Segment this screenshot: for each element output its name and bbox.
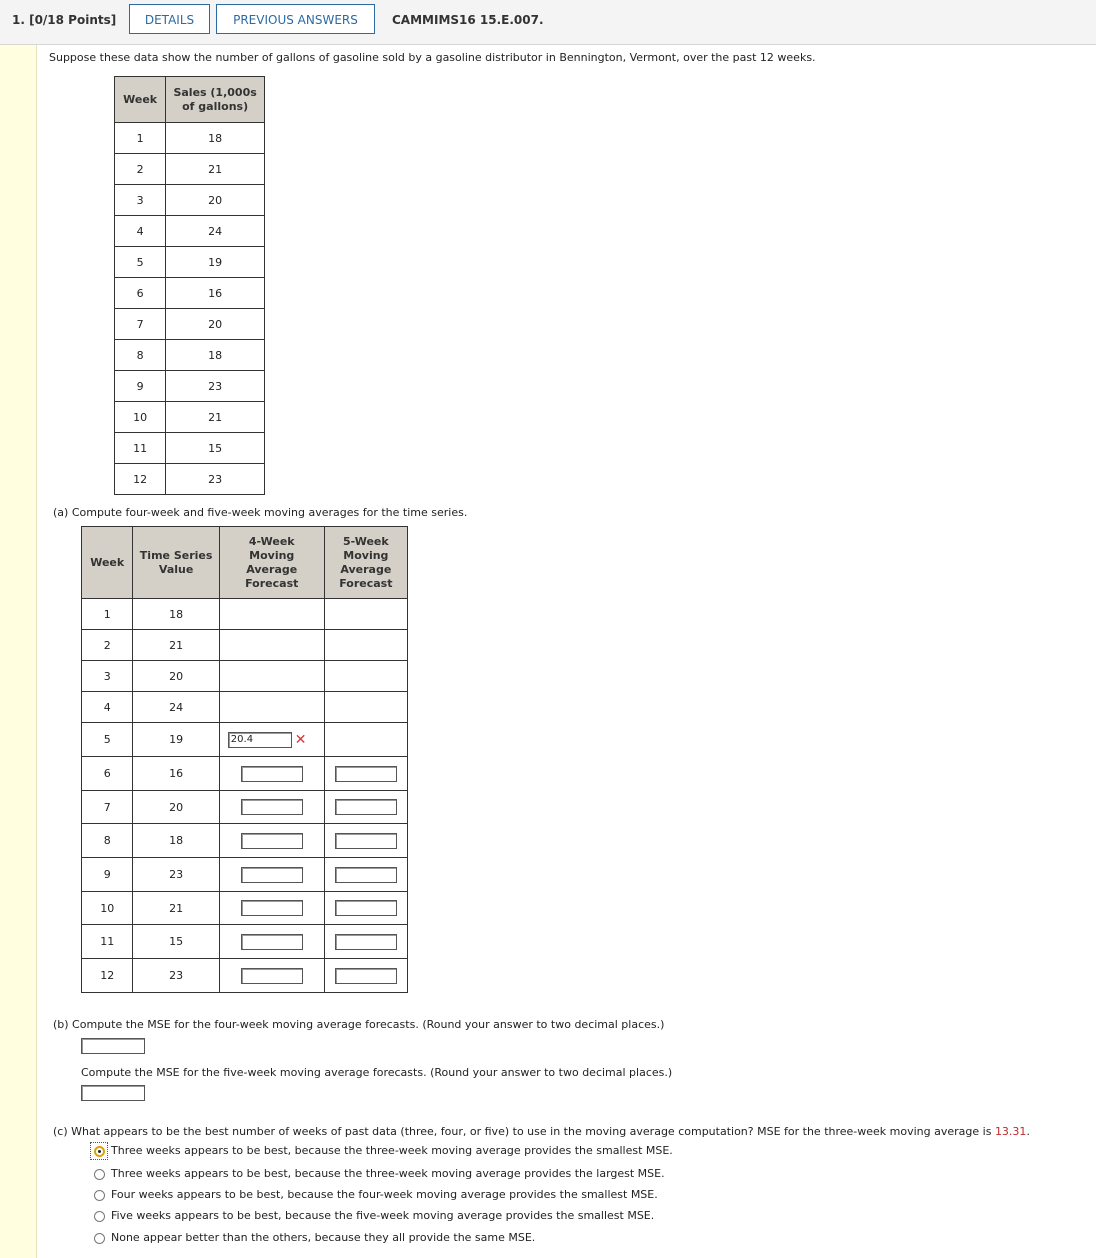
sales-table-sales-header [166,77,265,123]
forecast-5wk-input[interactable] [335,934,397,950]
points-label: 1. [0/18 Points] [12,13,117,27]
sales-table-row [115,433,265,464]
ma-5wk-header-line: Average [340,562,392,576]
ma-table-row [82,757,408,791]
ma-value-cell: 20 [133,661,219,692]
answer-option[interactable] [93,1188,733,1202]
answer-option[interactable] [93,1209,733,1223]
ma-value-cell: 16 [133,757,219,791]
ma-value-cell: 19 [133,723,219,757]
ma-4wk-cell [219,661,324,692]
ma-5wk-cell [324,723,407,757]
sales-value-cell: 16 [166,278,265,309]
sales-week-cell: 3 [115,185,166,216]
sales-table-row [115,278,265,309]
ma-4wk-header-line: Moving [249,548,295,562]
ma-value-cell: 18 [133,599,219,630]
three-week-mse-value: 13.31 [994,1125,1027,1138]
ma-4wk-header [219,527,324,599]
ma-week-cell: 1 [82,599,133,630]
radio-button[interactable] [94,1146,105,1157]
sales-value-cell: 23 [166,464,265,495]
ma-5wk-cell [324,630,407,661]
ma-5wk-cell [324,661,407,692]
forecast-5wk-input[interactable] [335,766,397,782]
part-c-prompt-end: . [1026,1125,1030,1138]
answer-status-bar [0,45,37,1258]
ma-table-row [82,661,408,692]
sales-week-cell: 11 [115,433,166,464]
ma-table-row [82,824,408,858]
ma-5wk-header-line: Moving [343,548,389,562]
ma-table-row [82,925,408,959]
sales-table-row [115,464,265,495]
ma-4wk-cell [219,723,324,757]
ma-value-header-line2: Value [158,562,194,576]
ma-table-row [82,692,408,723]
part-b-prompt: (b) Compute the MSE for the four-week moving average forecasts. (Round your answer to two decimal places.) [53,1018,665,1031]
ma-week-cell: 12 [82,959,133,993]
sales-table-row [115,216,265,247]
sales-week-cell: 12 [115,464,166,495]
details-button[interactable]: DETAILS [129,4,210,34]
radio-button[interactable] [94,1211,105,1222]
sales-value-cell: 18 [166,340,265,371]
sales-value-cell: 21 [166,154,265,185]
sales-week-cell: 5 [115,247,166,278]
question-header [0,0,1096,45]
radio-button[interactable] [94,1233,105,1244]
incorrect-icon: ✕ [294,731,307,748]
ma-week-cell: 8 [82,824,133,858]
ma-4wk-header-line: Average [246,562,298,576]
mse-5wk-input[interactable] [81,1085,145,1101]
ma-table-row [82,723,408,757]
ma-value-header [133,527,219,599]
ma-4wk-cell [219,630,324,661]
sales-value-cell: 18 [166,123,265,154]
forecast-4wk-input[interactable] [241,833,303,849]
forecast-4wk-input[interactable] [241,867,303,883]
forecast-5wk-input[interactable] [335,867,397,883]
ma-4wk-cell [219,858,324,892]
ma-4wk-cell [219,757,324,791]
radio-button[interactable] [94,1190,105,1201]
ma-5wk-cell [324,959,407,993]
forecast-5wk-input[interactable] [335,900,397,916]
forecast-4wk-input[interactable]: 20.4 [228,732,292,748]
sales-week-cell: 9 [115,371,166,402]
ma-4wk-cell [219,692,324,723]
sales-week-cell: 4 [115,216,166,247]
ma-5wk-cell [324,757,407,791]
ma-value-cell: 24 [133,692,219,723]
ma-week-header: Week [82,527,133,599]
forecast-4wk-input[interactable] [241,799,303,815]
ma-week-cell: 11 [82,925,133,959]
sales-value-cell: 23 [166,371,265,402]
ma-value-cell: 21 [133,630,219,661]
sales-week-cell: 1 [115,123,166,154]
sales-table [114,76,265,495]
ma-4wk-header-line: 4-Week [248,534,295,548]
answer-option-label: Three weeks appears to be best, because the three-week moving average provides the largest MSE. [111,1167,665,1180]
ma-value-cell: 20 [133,791,219,824]
ma-5wk-header-line: 5-Week [342,534,389,548]
sales-table-row [115,185,265,216]
forecast-5wk-input[interactable] [335,968,397,984]
ma-value-cell: 18 [133,824,219,858]
forecast-5wk-input[interactable] [335,799,397,815]
ma-4wk-cell [219,791,324,824]
ma-week-cell: 9 [82,858,133,892]
mse-4wk-input[interactable] [81,1038,145,1054]
sales-week-cell: 8 [115,340,166,371]
ma-4wk-header-line: Forecast [245,576,299,590]
ma-week-cell: 6 [82,757,133,791]
ma-5wk-header-line: Forecast [339,576,393,590]
sales-table-row [115,123,265,154]
ma-value-cell: 15 [133,925,219,959]
answer-option[interactable] [93,1167,733,1181]
forecast-4wk-input[interactable] [241,934,303,950]
ma-week-cell: 2 [82,630,133,661]
ma-table-row [82,791,408,824]
moving-average-table [81,526,408,993]
ma-5wk-cell [324,925,407,959]
ma-4wk-cell [219,925,324,959]
ma-5wk-cell [324,599,407,630]
sales-value-cell: 21 [166,402,265,433]
ma-5wk-cell [324,824,407,858]
part-c-prompt-text: (c) What appears to be the best number of weeks of past data (three, four, or five) to use in the moving average computation? MSE for the three-week moving average is [53,1125,995,1138]
ma-week-cell: 4 [82,692,133,723]
sales-table-row [115,247,265,278]
sales-week-cell: 10 [115,402,166,433]
sales-value-cell: 24 [166,216,265,247]
ma-week-cell: 5 [82,723,133,757]
ma-table-row [82,630,408,661]
ma-5wk-header [324,527,407,599]
sales-table-row [115,154,265,185]
ma-4wk-cell [219,824,324,858]
ma-table-row [82,959,408,993]
sales-week-cell: 2 [115,154,166,185]
ma-week-cell: 10 [82,892,133,925]
ma-5wk-cell [324,892,407,925]
sales-week-cell: 7 [115,309,166,340]
part-b-prompt2: Compute the MSE for the five-week moving average forecasts. (Round your answer to two decimal places.) [81,1066,673,1079]
answer-option-label: Five weeks appears to be best, because the five-week moving average provides the smallest MSE. [111,1209,655,1222]
forecast-4wk-input[interactable] [241,968,303,984]
answer-option[interactable] [93,1144,733,1158]
ma-week-cell: 7 [82,791,133,824]
previous-answers-button[interactable]: PREVIOUS ANSWERS [216,4,375,34]
sales-week-cell: 6 [115,278,166,309]
part-c-prompt [53,1125,1030,1138]
intro-text: Suppose these data show the number of gallons of gasoline sold by a gasoline distributor in Bennington, Vermont, over the past 12 weeks. [49,51,816,64]
ma-table-row [82,858,408,892]
sales-value-cell: 15 [166,433,265,464]
sales-value-cell: 20 [166,185,265,216]
answer-option-label: None appear better than the others, because they all provide the same MSE. [111,1231,536,1244]
radio-button[interactable] [94,1169,105,1180]
sales-table-week-header: Week [115,77,166,123]
ma-value-cell: 23 [133,959,219,993]
ma-table-row [82,892,408,925]
ma-5wk-cell [324,692,407,723]
ma-5wk-cell [324,791,407,824]
forecast-4wk-input[interactable] [241,766,303,782]
ma-value-header-line1: Time Series [139,548,213,562]
sales-table-row [115,371,265,402]
sales-value-cell: 20 [166,309,265,340]
forecast-5wk-input[interactable] [335,833,397,849]
answer-option[interactable] [93,1231,733,1245]
question-id: CAMMIMS16 15.E.007. [392,13,544,27]
ma-week-cell: 3 [82,661,133,692]
answer-option-label: Three weeks appears to be best, because the three-week moving average provides the smallest MSE. [111,1144,673,1157]
ma-5wk-cell [324,858,407,892]
ma-table-row [82,599,408,630]
sales-header-line1: Sales (1,000s [173,85,257,99]
ma-value-cell: 23 [133,858,219,892]
part-a-prompt: (a) Compute four-week and five-week moving averages for the time series. [53,506,468,519]
ma-4wk-cell [219,892,324,925]
ma-value-cell: 21 [133,892,219,925]
sales-value-cell: 19 [166,247,265,278]
sales-table-row [115,340,265,371]
ma-4wk-cell [219,599,324,630]
sales-table-row [115,402,265,433]
answer-option-label: Four weeks appears to be best, because the four-week moving average provides the smallest MSE. [111,1188,658,1201]
sales-header-line2: of gallons) [182,99,249,113]
forecast-4wk-input[interactable] [241,900,303,916]
sales-table-row [115,309,265,340]
ma-4wk-cell [219,959,324,993]
